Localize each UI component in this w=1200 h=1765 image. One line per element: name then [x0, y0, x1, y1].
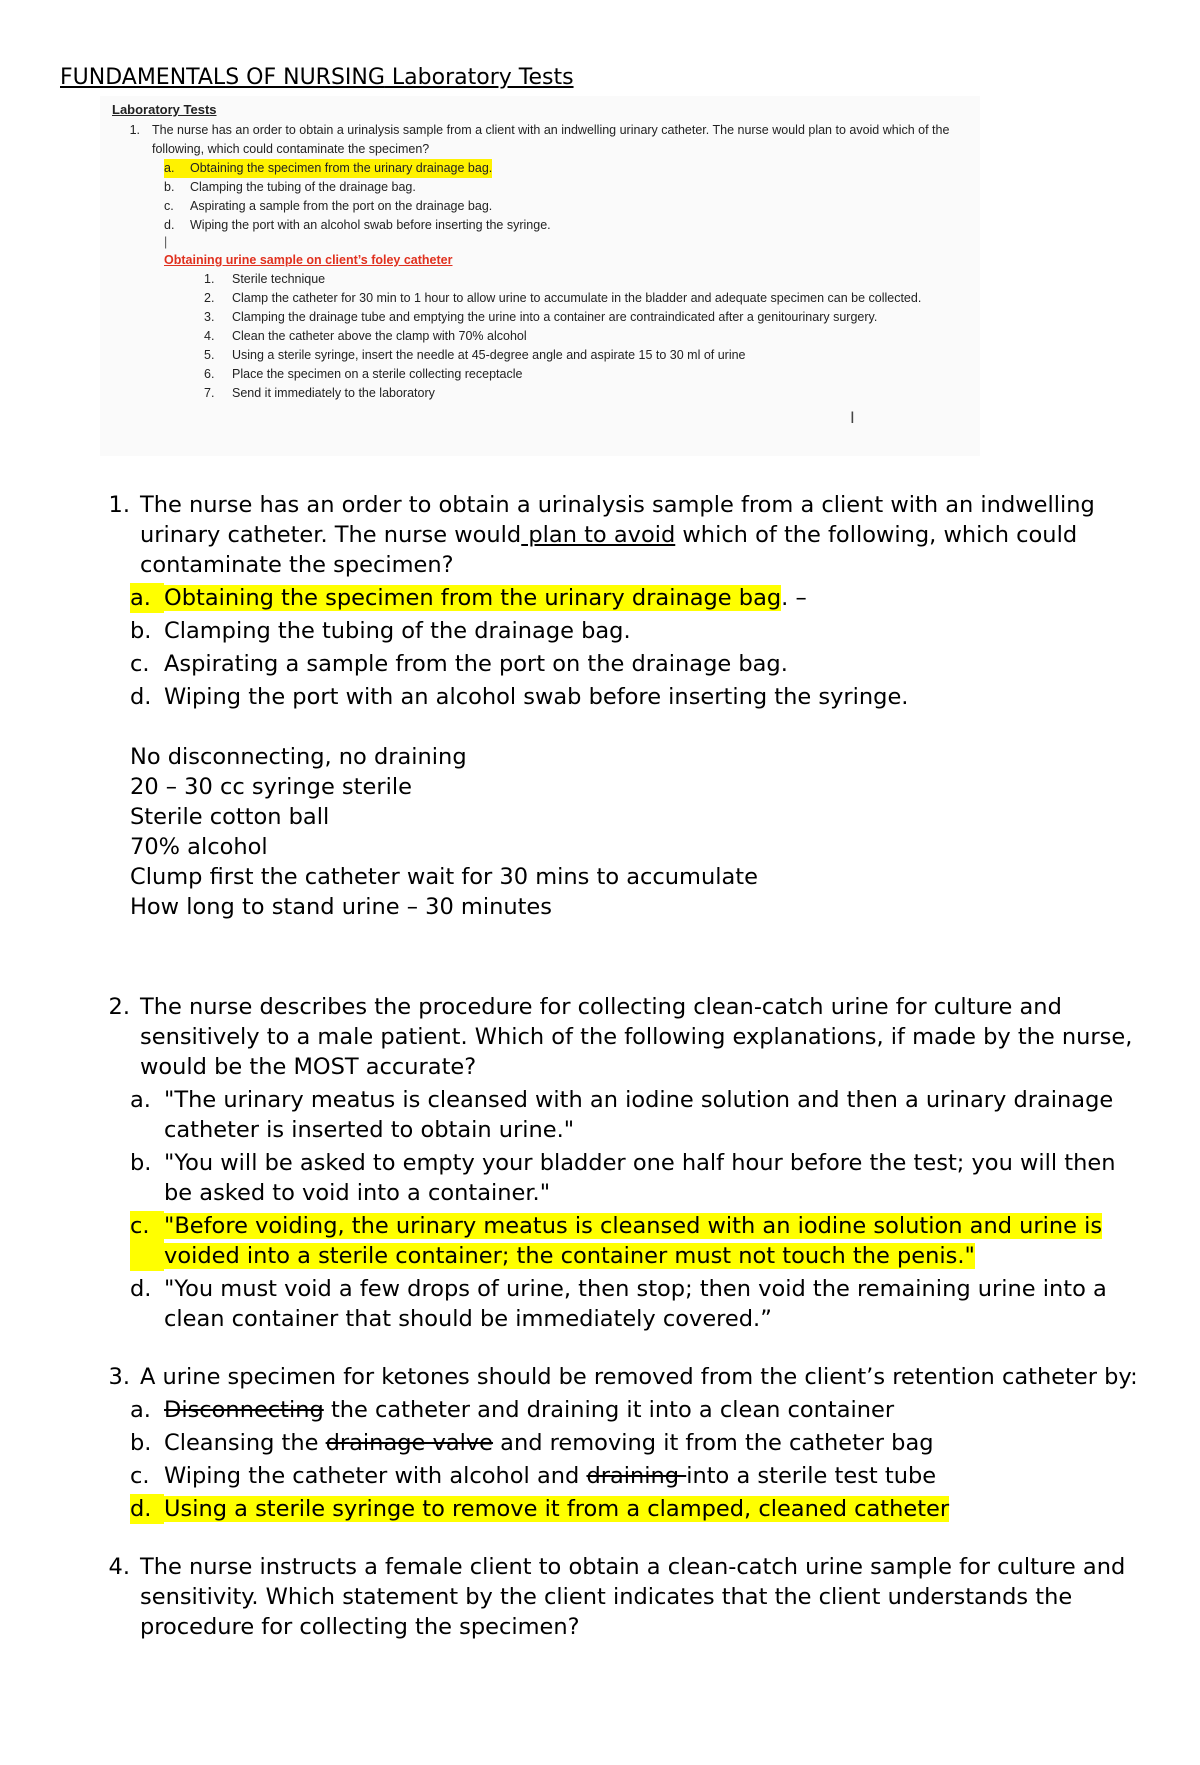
screenshot-question-text: The nurse has an order to obtain a urinalysis sample from a client with an indwelling urinary catheter. The nurse would plan to avoid which of the following, which could contaminate the specimen? [152, 123, 950, 156]
document-body [60, 490, 1140, 1642]
screenshot-step [204, 327, 968, 346]
question-text: The nurse instructs a female client to obtain a clean-catch urine sample for culture and sensitivity. Which statement by the client indicates that the client understands the procedure for collecting the specimen? [140, 1554, 1126, 1640]
option-letter: c. [130, 1211, 164, 1271]
option-letter: a. [130, 583, 164, 613]
note-line: Sterile cotton ball [130, 804, 330, 830]
text-cursor-icon: I [850, 408, 855, 427]
option-letter: b. [130, 618, 152, 644]
option-letter: c. [130, 651, 150, 677]
screenshot-option [164, 216, 968, 235]
screenshot-steps [112, 270, 968, 403]
screenshot-option-text: Wiping the port with an alcohol swab before inserting the syringe. [190, 218, 551, 232]
answer-option-a [60, 583, 1140, 613]
screenshot-step [204, 346, 968, 365]
note-line: 20 – 30 cc syringe sterile [130, 774, 412, 800]
answer-option-d [60, 682, 1140, 712]
option-text: the catheter and draining it into a clean container [323, 1397, 895, 1423]
step-text: Sterile technique [232, 272, 326, 286]
step-number: 1. [204, 272, 215, 286]
screenshot-cursor: | [164, 235, 168, 249]
screenshot-option-text: Clamping the tubing of the drainage bag. [190, 180, 416, 194]
step-number: 7. [204, 386, 215, 400]
screenshot-step [204, 308, 968, 327]
option-letter: d. [130, 1494, 164, 1524]
question-number: 3. [108, 1364, 130, 1390]
screenshot-step [204, 270, 968, 289]
embedded-screenshot [100, 96, 980, 456]
screenshot-option-text: Obtaining the specimen from the urinary drainage bag. [190, 159, 492, 178]
question-text [140, 490, 1140, 580]
option-letter: d. [130, 684, 152, 710]
answer-option-c [60, 649, 1140, 679]
option-text: and removing it from the catheter bag [493, 1430, 934, 1456]
screenshot-option-letter: d. [164, 218, 175, 232]
screenshot-question [112, 121, 968, 159]
question-number: 4. [108, 1554, 130, 1580]
screenshot-question-number: 1. [129, 123, 140, 137]
screenshot-options [112, 159, 968, 235]
question-number: 1. [108, 492, 130, 518]
screenshot-option-letter: b. [164, 180, 175, 194]
option-text: "You will be asked to empty your bladder one half hour before the test; you will then be asked to void into a container." [164, 1150, 1116, 1206]
option-text: "The urinary meatus is cleansed with an iodine solution and then a urinary drainage catheter is inserted to obtain urine." [164, 1087, 1114, 1143]
answer-option-c [60, 1461, 1140, 1491]
option-letter: b. [130, 1150, 152, 1176]
question-text: A urine specimen for ketones should be removed from the client’s retention catheter by: [140, 1364, 1138, 1390]
step-number: 5. [204, 348, 215, 362]
step-text: Using a sterile syringe, insert the needle at 45-degree angle and aspirate 15 to 30 ml of urine [232, 348, 746, 362]
option-text: Cleansing the [164, 1430, 326, 1456]
note-line: No disconnecting, no draining [130, 744, 467, 770]
notes-block [60, 742, 1140, 922]
title-part-1: FUNDAMENTALS OF NURSING [60, 65, 385, 90]
option-letter: d. [130, 1276, 152, 1302]
option-letter: a. [130, 1087, 151, 1113]
screenshot-option [164, 178, 968, 197]
answer-option-a [60, 1085, 1140, 1145]
struck-text: draining [586, 1463, 687, 1489]
answer-option-a [60, 1395, 1140, 1425]
note-line: 70% alcohol [130, 834, 268, 860]
note-line: How long to stand urine – 30 minutes [130, 894, 552, 920]
question-text-part: which of the following, which could contaminate the specimen? [140, 522, 1078, 578]
struck-text: Disconnecting [164, 1397, 324, 1423]
option-letter: b. [130, 1430, 152, 1456]
highlighted-answer: Using a sterile syringe to remove it from a clamped, cleaned catheter [164, 1496, 950, 1522]
option-text: Aspirating a sample from the port on the drainage bag. [164, 651, 788, 677]
question-number: 2. [108, 994, 130, 1020]
screenshot-option-text: Aspirating a sample from the port on the drainage bag. [190, 199, 493, 213]
option-tail: . – [781, 585, 807, 611]
option-text: into a sterile test tube [686, 1463, 937, 1489]
step-text: Place the specimen on a sterile collecting receptacle [232, 367, 523, 381]
title-part-2: Laboratory Tests [384, 65, 574, 90]
screenshot-step [204, 289, 968, 308]
highlighted-answer: "Before voiding, the urinary meatus is cleansed with an iodine solution and urine is voided into a sterile container; the container must not touch the penis." [164, 1213, 1103, 1269]
step-number: 2. [204, 291, 215, 305]
struck-text: drainage valve [325, 1430, 494, 1456]
screenshot-option-letter: a. [164, 159, 190, 178]
answer-option-b [60, 1428, 1140, 1458]
question-text-part: The nurse has an order to obtain a urinalysis sample from a client with an indwelling urinary catheter. The nurse would [140, 492, 1095, 548]
step-number: 6. [204, 367, 215, 381]
question-4 [60, 1552, 1140, 1642]
answer-option-d [60, 1274, 1140, 1334]
question-2 [60, 992, 1140, 1082]
option-text: Wiping the catheter with alcohol and [164, 1463, 587, 1489]
underlined-phrase: plan to avoid [521, 522, 676, 548]
question-text: The nurse describes the procedure for collecting clean-catch urine for culture and sensitively to a male patient. Which of the following explanations, if made by the nurse, would be the MOST accurate? [140, 994, 1133, 1080]
step-text: Send it immediately to the laboratory [232, 386, 435, 400]
highlighted-answer: Obtaining the specimen from the urinary drainage bag [164, 585, 782, 611]
option-text: Clamping the tubing of the drainage bag. [164, 618, 631, 644]
step-number: 4. [204, 329, 215, 343]
screenshot-option-letter: c. [164, 199, 174, 213]
option-text: "You must void a few drops of urine, then stop; then void the remaining urine into a clean container that should be immediately covered.” [164, 1276, 1107, 1332]
answer-option-b [60, 1148, 1140, 1208]
screenshot-step [204, 365, 968, 384]
screenshot-option [164, 159, 968, 178]
question-1 [60, 490, 1140, 580]
page-title [60, 64, 574, 92]
answer-option-d [60, 1494, 1140, 1524]
screenshot-step [204, 384, 968, 403]
step-text: Clean the catheter above the clamp with 70% alcohol [232, 329, 527, 343]
option-letter: a. [130, 1397, 151, 1423]
note-line: Clump first the catheter wait for 30 mins to accumulate [130, 864, 758, 890]
answer-option-b [60, 616, 1140, 646]
screenshot-heading: Laboratory Tests [112, 102, 217, 117]
question-3 [60, 1362, 1140, 1392]
step-text: Clamping the drainage tube and emptying the urine into a container are contraindicated after a genitourinary surgery. [232, 310, 878, 324]
answer-option-c [60, 1211, 1140, 1271]
step-number: 3. [204, 310, 215, 324]
step-text: Clamp the catheter for 30 min to 1 hour to allow urine to accumulate in the bladder and adequate specimen can be collected. [232, 291, 922, 305]
screenshot-section-heading: Obtaining urine sample on client’s foley catheter [164, 253, 453, 267]
screenshot-option [164, 197, 968, 216]
option-letter: c. [130, 1463, 150, 1489]
option-text: Wiping the port with an alcohol swab before inserting the syringe. [164, 684, 909, 710]
